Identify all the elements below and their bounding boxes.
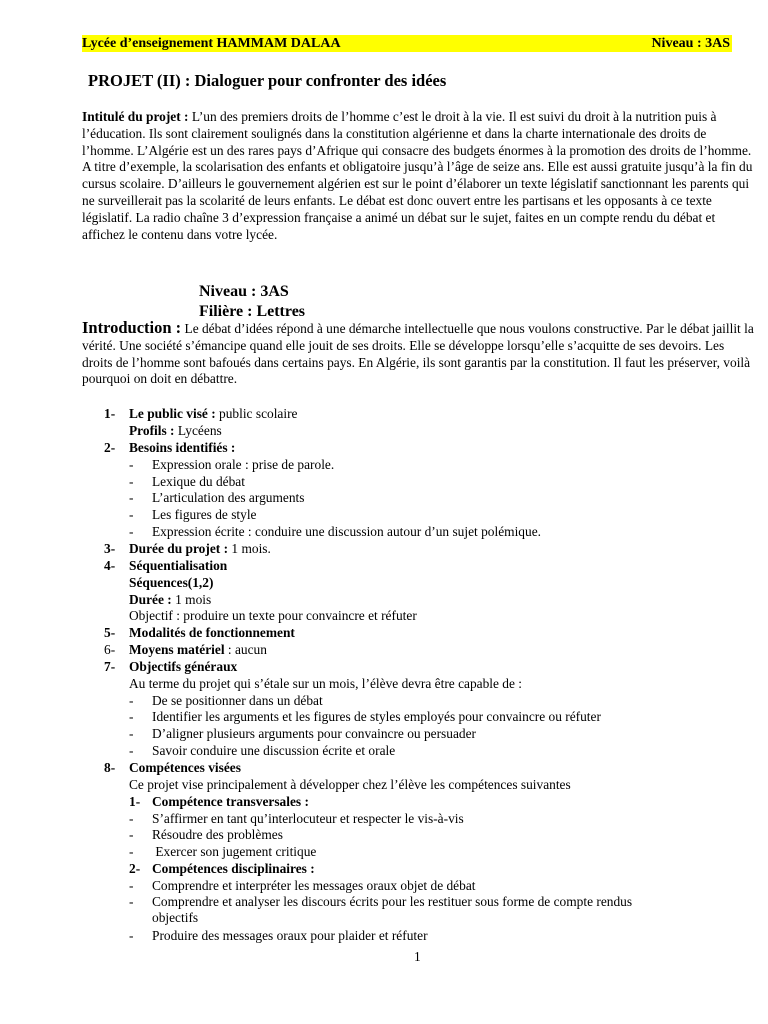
project-description <box>82 109 754 243</box>
objectifs-intro: Au terme du projet qui s’étale sur un mois, l’élève devra être capable de : <box>129 676 523 691</box>
list-item: Comprendre et interpréter les messages oraux objet de débat <box>152 878 476 893</box>
list-item: D’aligner plusieurs arguments pour convaincre ou persuader <box>152 726 476 741</box>
dash-bullet: - <box>129 928 134 943</box>
seq-label-text: Séquentialisation <box>129 558 228 573</box>
intitule-label: Intitulé du projet : <box>82 109 189 124</box>
list-item: Lexique du débat <box>152 474 245 489</box>
objectifs-label-text: Objectifs généraux <box>129 659 238 674</box>
list-number: 6- <box>104 642 116 657</box>
dash-bullet: - <box>129 827 134 842</box>
list-item: Expression écrite : conduire une discussion autour d’un sujet polémique. <box>152 524 541 539</box>
competences-label-text: Compétences visées <box>129 760 241 775</box>
list-item: De se positionner dans un débat <box>152 693 323 708</box>
transversales-label-text: Compétence transversales : <box>152 794 309 809</box>
header-level: Niveau : 3AS <box>651 36 730 51</box>
modalites-text: Modalités de fonctionnement <box>129 625 295 640</box>
sequentialisation-label <box>129 558 227 575</box>
duree-value: 1 mois. <box>228 541 271 556</box>
public-label: Le public visé : <box>129 406 216 421</box>
intitule-text: L’un des premiers droits de l’homme c’est le droit à la vie. Il est suivi du droit à la nutrition puis à l’éducation. Ils sont clairement soulignés dans la constitution algérienne et dans la charte internationale des droits de l’homme. L’Algérie est un des rares pays d’Afrique qui consacre des budgets énormes à la promotion des droits de l’homme. A titre d’exemple, la scolarisation des enfants et obligatoire jusqu’à l’âge de seize ans. Elle est aussi gratuite jusqu’à la fin du cursus scolaire. D’ailleurs le gouvernement algérien est sur le point d’élaborer un texte législatif sanctionnant les parents qui ne surveillerait pas la scolarité de leurs enfants. Le débat est donc ouvert entre les partisans et les opposants à ce texte législatif. La radio chaîne 3 d’expression française a animé un débat sur le sujet, faites en un compte rendu du débat et affichez le contenu dans votre lycée. <box>82 109 753 242</box>
list-item: Comprendre et analyser les discours écrits pour les restituer sous forme de compte rendus <box>152 894 633 909</box>
header-bar <box>82 35 732 52</box>
duree2-item <box>129 592 211 609</box>
dash-bullet: - <box>129 524 134 539</box>
modalites-label <box>129 625 295 642</box>
list-item: Les figures de style <box>152 507 257 522</box>
level-block <box>199 282 305 322</box>
list-item: Résoudre des problèmes <box>152 827 283 842</box>
sub-number: 2- <box>129 861 141 876</box>
list-number: 1- <box>104 406 116 421</box>
list-item: S’affirmer en tant qu’interlocuteur et respecter le vis-à-vis <box>152 811 464 826</box>
moyens-label: Moyens matériel <box>129 642 225 657</box>
dash-bullet: - <box>129 693 134 708</box>
dash-bullet: - <box>129 457 134 472</box>
list-number: 7- <box>104 659 116 674</box>
profils-value: Lycéens <box>174 423 222 438</box>
public-value: public scolaire <box>215 406 298 421</box>
profils-item <box>129 423 222 440</box>
duree-label: Durée du projet : <box>129 541 229 556</box>
besoins-label <box>129 440 235 457</box>
competences-intro: Ce projet vise principalement à développer chez l’élève les compétences suivantes <box>129 777 571 792</box>
dash-bullet: - <box>129 743 134 758</box>
list-item: Exercer son jugement critique <box>152 844 317 859</box>
introduction <box>82 320 754 388</box>
dash-bullet: - <box>129 726 134 741</box>
competences-label <box>129 760 241 777</box>
list-number: 2- <box>104 440 116 455</box>
page-title: PROJET (II) : Dialoguer pour confronter des idées <box>88 71 447 90</box>
dash-bullet: - <box>129 709 134 724</box>
duree2-value: 1 mois <box>171 592 212 607</box>
duree2-label: Durée : <box>129 592 172 607</box>
sequences-label <box>129 575 213 592</box>
dash-bullet: - <box>129 811 134 826</box>
list-number: 3- <box>104 541 116 556</box>
list-item: Identifier les arguments et les figures de styles employés pour convaincre ou réfuter <box>152 709 601 724</box>
dash-bullet: - <box>129 894 134 909</box>
list-item: Savoir conduire une discussion écrite et orale <box>152 743 396 758</box>
sub-number: 1- <box>129 794 141 809</box>
list-item: L’articulation des arguments <box>152 490 305 505</box>
list-number: 5- <box>104 625 116 640</box>
dash-bullet: - <box>129 474 134 489</box>
disciplinaires-label <box>152 861 315 878</box>
niveau-label: Niveau : 3AS <box>199 283 289 300</box>
list-item-continuation: objectifs <box>152 910 199 925</box>
disciplinaires-label-text: Compétences disciplinaires : <box>152 861 315 876</box>
page-number: 1 <box>414 949 421 964</box>
objectif-line: Objectif : produire un texte pour convaincre et réfuter <box>129 608 417 623</box>
profils-label: Profils : <box>129 423 175 438</box>
dash-bullet: - <box>129 490 134 505</box>
dash-bullet: - <box>129 878 134 893</box>
moyens-value: : aucun <box>224 642 267 657</box>
introduction-label: Introduction : <box>82 318 182 337</box>
introduction-text: Le débat d’idées répond à une démarche intellectuelle que nous voulons constructive. Par le débat jaillit la vérité. Une société s’émancipe quand elle jouit de ses droits. Elle se développe lorsqu’elle s’acquitte de ses devoirs. Les droits de l’homme sont bafoués dans certains pays. En Algérie, ils sont garantis par la constitution. Il faut les préserver, voilà pourquoi on doit en débattre. <box>82 321 754 387</box>
school-name: Lycée d’enseignement HAMMAM DALAA <box>82 36 341 51</box>
objectifs-label <box>129 659 237 676</box>
moyens-item <box>129 642 267 659</box>
duree-item <box>129 541 271 558</box>
list-number: 8- <box>104 760 116 775</box>
list-number: 4- <box>104 558 116 573</box>
dash-bullet: - <box>129 844 134 859</box>
list-item: Expression orale : prise de parole. <box>152 457 335 472</box>
transversales-label <box>152 794 309 811</box>
sequences-text: Séquences(1,2) <box>129 575 214 590</box>
dash-bullet: - <box>129 507 134 522</box>
besoins-label-text: Besoins identifiés : <box>129 440 236 455</box>
list-item: Produire des messages oraux pour plaider et réfuter <box>152 928 428 943</box>
filiere-label: Filière : Lettres <box>199 303 306 320</box>
public-item <box>129 406 298 423</box>
